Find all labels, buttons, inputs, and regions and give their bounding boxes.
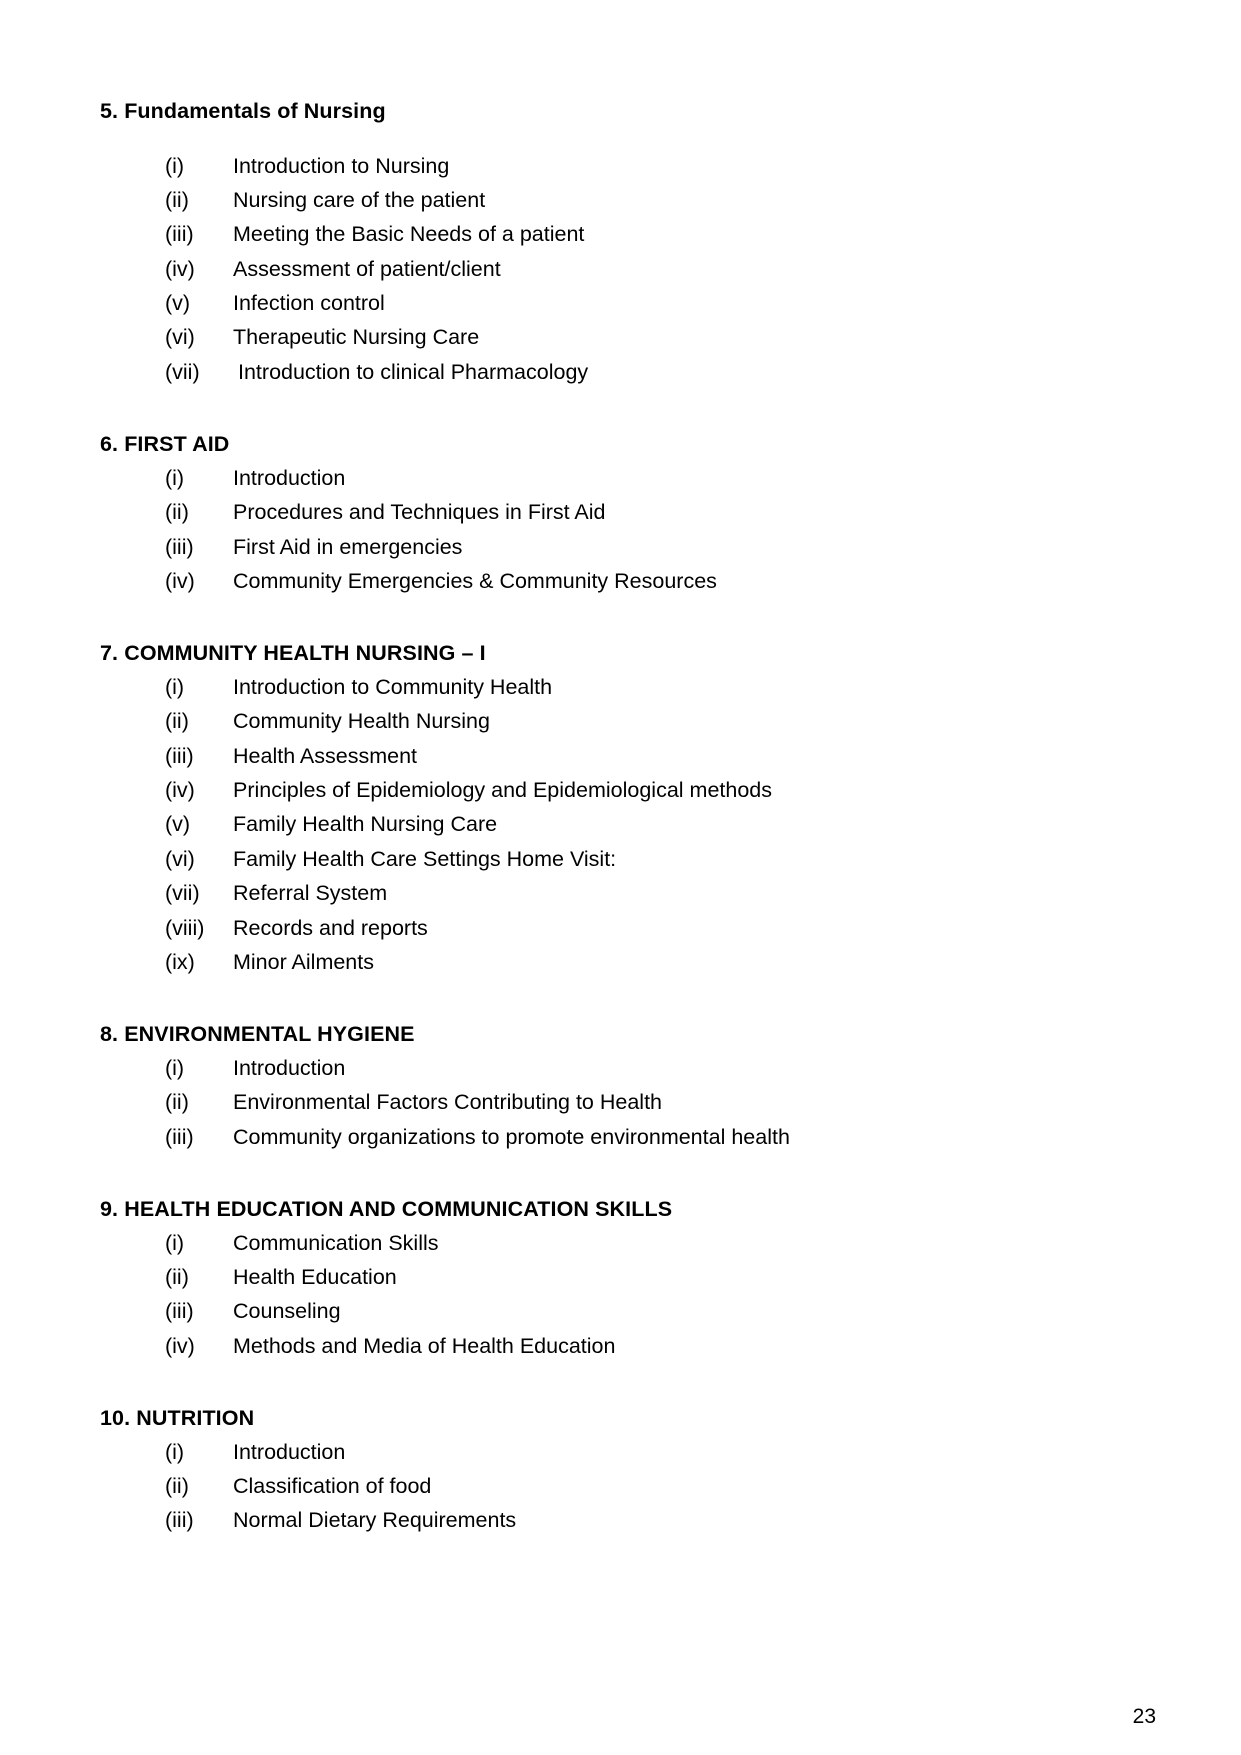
list-item: [100, 670, 1110, 704]
section-heading: 5. Fundamentals of Nursing: [100, 99, 386, 123]
list-item-text: Therapeutic Nursing Care: [233, 325, 480, 350]
list-item: [100, 807, 1110, 841]
list-item-text: Introduction: [233, 1439, 346, 1464]
list-item-marker: (ii): [165, 1090, 189, 1115]
list-item: [100, 149, 1110, 183]
list-item-text: Normal Dietary Requirements: [233, 1508, 517, 1533]
list-item-marker: (i): [165, 1439, 185, 1464]
section-item-list: [100, 1051, 1110, 1154]
syllabus-section: [100, 1405, 1110, 1538]
list-item: [100, 1260, 1110, 1294]
list-item-marker: (iii): [165, 534, 194, 559]
syllabus-section: [100, 431, 1110, 598]
list-item-text: Procedures and Techniques in First Aid: [233, 500, 606, 525]
list-item-marker: (vi): [165, 325, 195, 350]
list-item-text: Introduction to Nursing: [233, 153, 450, 178]
list-item-text: Minor Ailments: [233, 949, 374, 974]
list-item-marker: (vi): [165, 846, 195, 871]
list-item-marker: (ix): [165, 949, 195, 974]
list-item-marker: (iii): [165, 222, 194, 247]
section-heading: 9. HEALTH EDUCATION AND COMMUNICATION SKILLS: [100, 1197, 673, 1222]
list-item: [100, 461, 1110, 495]
list-item: [100, 183, 1110, 217]
list-item-text: Introduction to Community Health: [233, 674, 553, 699]
list-item-marker: (vii): [165, 881, 200, 906]
list-item-marker: (v): [165, 291, 191, 316]
section-heading: 8. ENVIRONMENTAL HYGIENE: [100, 1022, 415, 1047]
list-item: [100, 1435, 1110, 1469]
list-item: [100, 1469, 1110, 1503]
list-item-text: Communication Skills: [233, 1230, 439, 1255]
list-item-marker: (i): [165, 1055, 185, 1080]
list-item-text: Introduction to clinical Pharmacology: [238, 359, 589, 384]
list-item: [100, 1294, 1110, 1328]
list-item-text: Family Health Care Settings Home Visit:: [233, 846, 617, 871]
list-item-text: Family Health Nursing Care: [233, 812, 498, 837]
list-item-marker: (iv): [165, 1333, 195, 1358]
list-item: [100, 1085, 1110, 1119]
list-item: [100, 320, 1110, 354]
list-item: [100, 252, 1110, 286]
list-item-marker: (ii): [165, 1474, 189, 1499]
list-item: [100, 1503, 1110, 1537]
list-item-marker: (ii): [165, 500, 189, 525]
list-item: [100, 1051, 1110, 1085]
list-item-text: Nursing care of the patient: [233, 187, 486, 212]
list-item-marker: (ii): [165, 187, 189, 212]
list-item: [100, 911, 1110, 945]
list-item: [100, 1120, 1110, 1154]
list-item-text: Infection control: [233, 291, 385, 316]
list-item-text: Assessment of patient/client: [233, 256, 501, 281]
list-item-text: Referral System: [233, 881, 388, 906]
list-item: [100, 945, 1110, 979]
list-item-marker: (i): [165, 465, 185, 490]
syllabus-section: [100, 640, 1110, 979]
list-item-marker: (vii): [165, 359, 200, 384]
list-item-marker: (iii): [165, 743, 194, 768]
list-item-marker: (i): [165, 674, 185, 699]
syllabus-section: [100, 98, 1110, 389]
list-item: [100, 739, 1110, 773]
list-item-marker: (ii): [165, 1264, 189, 1289]
list-item-text: Community Health Nursing: [233, 709, 490, 734]
list-item-marker: (iv): [165, 778, 195, 803]
list-item-marker: (iii): [165, 1299, 194, 1324]
list-item-marker: (ii): [165, 709, 189, 734]
syllabus-section: [100, 1021, 1110, 1154]
list-item: [100, 286, 1110, 320]
list-item: [100, 1329, 1110, 1363]
list-item: [100, 355, 1110, 389]
section-item-list: [100, 1435, 1110, 1538]
section-heading: 6. FIRST AID: [100, 432, 230, 457]
list-item-marker: (viii): [165, 915, 205, 940]
list-item: [100, 564, 1110, 598]
list-item: [100, 217, 1110, 251]
list-item-marker: (iv): [165, 568, 195, 593]
list-item-text: Counseling: [233, 1299, 341, 1324]
list-item: [100, 876, 1110, 910]
list-item-text: Community Emergencies & Community Resources: [233, 568, 717, 593]
list-item-marker: (iii): [165, 1508, 194, 1533]
list-item-text: Methods and Media of Health Education: [233, 1333, 616, 1358]
list-item-text: Introduction: [233, 465, 346, 490]
list-item-text: First Aid in emergencies: [233, 534, 463, 559]
list-item-text: Environmental Factors Contributing to Health: [233, 1090, 663, 1115]
section-heading: 7. COMMUNITY HEALTH NURSING – I: [100, 641, 486, 666]
page-number: 23: [1132, 1705, 1156, 1728]
list-item-text: Principles of Epidemiology and Epidemiological methods: [233, 778, 772, 803]
list-item-marker: (i): [165, 153, 185, 178]
list-item-text: Health Assessment: [233, 743, 418, 768]
list-item-text: Records and reports: [233, 915, 428, 940]
list-item-marker: (v): [165, 812, 191, 837]
syllabus-section: [100, 1196, 1110, 1363]
list-item: [100, 1226, 1110, 1260]
list-item: [100, 773, 1110, 807]
list-item: [100, 704, 1110, 738]
list-item: [100, 842, 1110, 876]
list-item-text: Community organizations to promote environmental health: [233, 1124, 790, 1149]
list-item-text: Classification of food: [233, 1474, 432, 1499]
section-heading: 10. NUTRITION: [100, 1406, 255, 1431]
list-item: [100, 495, 1110, 529]
list-item-marker: (i): [165, 1230, 185, 1255]
section-item-list: [100, 461, 1110, 599]
list-item-text: Introduction: [233, 1055, 346, 1080]
syllabus-content: [100, 98, 1110, 1538]
section-item-list: [100, 149, 1110, 390]
list-item-marker: (iii): [165, 1124, 194, 1149]
list-item: [100, 530, 1110, 564]
list-item-text: Meeting the Basic Needs of a patient: [233, 222, 585, 247]
section-item-list: [100, 670, 1110, 980]
section-item-list: [100, 1226, 1110, 1364]
list-item-text: Health Education: [233, 1264, 397, 1289]
list-item-marker: (iv): [165, 256, 195, 281]
